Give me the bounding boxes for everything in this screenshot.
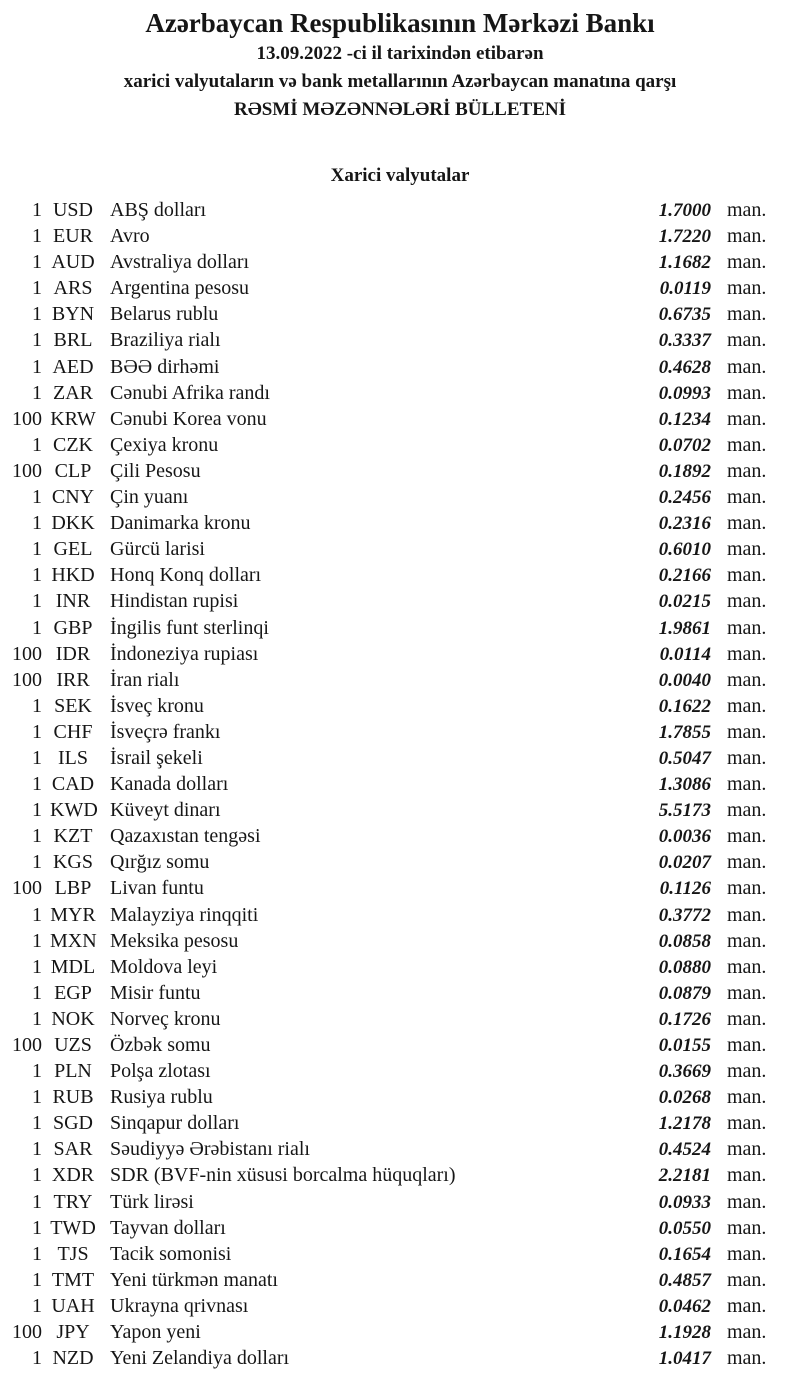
quantity: 1 [32, 1268, 42, 1291]
unit-label: man. [727, 564, 767, 587]
currency-code: EGP [54, 981, 92, 1004]
unit-label: man. [727, 251, 767, 274]
quantity: 100 [12, 1034, 42, 1056]
currency-name: İsrail şekeli [110, 746, 203, 769]
unit-label: man. [727, 1034, 767, 1056]
rate-row [0, 1162, 800, 1188]
rate-row [0, 849, 800, 875]
unit-label: man. [727, 616, 767, 639]
unit-label: man. [727, 512, 767, 535]
currency-name: Gürcü larisi [110, 538, 205, 561]
currency-name: Tacik somonisi [110, 1242, 232, 1265]
rate-value: 0.0268 [658, 1087, 711, 1109]
rate-value: 1.0417 [658, 1348, 711, 1370]
currency-code: KRW [50, 407, 96, 430]
quantity: 100 [12, 668, 42, 691]
currency-name: Moldova leyi [110, 955, 218, 978]
quantity: 1 [32, 381, 42, 404]
currency-code: ZAR [53, 381, 93, 404]
currency-name: Misir funtu [110, 981, 201, 1004]
rate-value: 0.0462 [658, 1295, 711, 1317]
rate-row [0, 406, 800, 432]
unit-label: man. [727, 1190, 767, 1213]
quantity: 100 [12, 642, 42, 665]
currency-code: USD [52, 199, 93, 221]
currency-code: ARS [53, 277, 93, 300]
currency-code: KZT [53, 825, 93, 848]
rate-value: 0.0702 [658, 434, 711, 456]
rate-row [0, 980, 800, 1006]
currency-code: CNY [51, 486, 95, 509]
quantity: 1 [32, 199, 42, 221]
rate-value: 0.1234 [658, 408, 711, 430]
currency-code: EUR [53, 225, 93, 248]
currency-code: LBP [54, 877, 92, 900]
currency-code: GEL [53, 538, 93, 561]
currency-name: SDR (BVF-nin xüsusi borcalma hüquqları) [110, 1164, 456, 1187]
currency-name: Çili Pesosu [110, 459, 201, 482]
currency-name: Tayvan dolları [110, 1216, 226, 1239]
currency-code: SAR [53, 1138, 93, 1161]
unit-label: man. [727, 955, 767, 978]
currency-name: Yeni türkmən manatı [110, 1268, 278, 1291]
currency-name: İngilis funt sterlinqi [110, 616, 269, 639]
quantity: 1 [32, 486, 42, 509]
rate-row [0, 745, 800, 771]
unit-label: man. [727, 433, 767, 456]
rate-value: 0.0036 [658, 826, 711, 848]
currency-name: Avro [110, 225, 150, 248]
rate-value: 0.0550 [658, 1217, 711, 1239]
currency-code: GBP [53, 616, 93, 639]
rate-row [0, 1319, 800, 1345]
rate-value: 0.1126 [659, 878, 711, 900]
rate-row [0, 615, 800, 641]
quantity: 1 [32, 799, 42, 822]
rate-row [0, 1215, 800, 1241]
currency-name: Çin yuanı [110, 486, 189, 509]
rate-row [0, 1189, 800, 1215]
rate-value: 0.2456 [658, 487, 711, 509]
currency-code: AED [52, 355, 94, 378]
rate-row [0, 458, 800, 484]
currency-name: Honq Konq dolları [110, 564, 262, 587]
quantity: 1 [32, 251, 42, 274]
rate-value: 0.1622 [658, 695, 711, 717]
rate-value: 0.0207 [658, 852, 711, 874]
currency-code: PLN [54, 1060, 92, 1083]
rate-value: 0.0879 [658, 982, 711, 1004]
currency-name: Ukrayna qrivnası [110, 1294, 249, 1317]
rate-row [0, 484, 800, 510]
rate-row [0, 1136, 800, 1162]
currency-name: ABŞ dolları [110, 199, 207, 221]
rate-row [0, 954, 800, 980]
currency-code: HKD [51, 564, 95, 587]
quantity: 1 [32, 590, 42, 613]
quantity: 1 [32, 433, 42, 456]
rate-value: 0.2166 [658, 565, 711, 587]
unit-label: man. [727, 381, 767, 404]
unit-label: man. [727, 1347, 767, 1370]
rate-value: 0.2316 [658, 513, 711, 535]
quantity: 1 [32, 825, 42, 848]
bank-title: Azərbaycan Respublikasının Mərkəzi Bankı [145, 8, 655, 38]
currency-name: Yapon yeni [110, 1321, 201, 1344]
unit-label: man. [727, 1321, 767, 1344]
rate-value: 0.0119 [659, 278, 711, 300]
quantity: 1 [32, 512, 42, 535]
quantity: 1 [32, 1060, 42, 1083]
currency-code: CLP [54, 459, 92, 482]
unit-label: man. [727, 825, 767, 848]
quantity: 1 [32, 1138, 42, 1161]
rate-row [0, 1058, 800, 1084]
rate-row [0, 1293, 800, 1319]
rate-row [0, 1110, 800, 1136]
unit-label: man. [727, 1060, 767, 1083]
unit-label: man. [727, 1268, 767, 1291]
currency-name: İsveç kronu [110, 694, 204, 717]
rate-row [0, 1032, 800, 1058]
rate-row [0, 1345, 800, 1371]
quantity: 1 [32, 773, 42, 796]
rate-value: 5.5173 [658, 800, 711, 822]
rate-value: 1.7855 [658, 721, 711, 743]
currency-name: Norveç kronu [110, 1007, 221, 1030]
rate-row [0, 223, 800, 249]
quantity: 100 [12, 407, 42, 430]
quantity: 1 [32, 277, 42, 300]
currency-name: Meksika pesosu [110, 929, 239, 952]
quantity: 1 [32, 981, 42, 1004]
quantity: 1 [32, 903, 42, 926]
currency-name: Qırğız somu [110, 851, 210, 874]
currency-name: Çexiya kronu [110, 433, 219, 456]
unit-label: man. [727, 486, 767, 509]
unit-label: man. [727, 1242, 767, 1265]
currency-name: Avstraliya dolları [110, 251, 250, 274]
unit-label: man. [727, 851, 767, 874]
quantity: 1 [32, 746, 42, 769]
rate-value: 0.0155 [658, 1035, 711, 1056]
bulletin-header [0, 0, 800, 124]
currency-name: Belarus rublu [110, 303, 219, 326]
unit-label: man. [727, 694, 767, 717]
quantity: 1 [32, 1190, 42, 1213]
unit-label: man. [727, 407, 767, 430]
rate-row [0, 249, 800, 275]
rate-row [0, 562, 800, 588]
rate-value: 1.9861 [658, 617, 711, 639]
unit-label: man. [727, 877, 767, 900]
currency-code: TMT [51, 1268, 95, 1291]
rate-row [0, 197, 800, 223]
rate-row [0, 354, 800, 380]
rate-row [0, 719, 800, 745]
rate-value: 0.6010 [658, 539, 711, 561]
rate-row [0, 875, 800, 901]
quantity: 1 [32, 538, 42, 561]
rate-value: 0.0993 [658, 382, 711, 404]
rate-value: 0.0858 [658, 930, 711, 952]
quantity: 1 [32, 694, 42, 717]
unit-label: man. [727, 225, 767, 248]
rate-row [0, 1267, 800, 1293]
currency-name: Rusiya rublu [110, 1086, 213, 1109]
currency-name: İndoneziya rupiası [110, 642, 259, 665]
quantity: 1 [32, 1086, 42, 1109]
quantity: 1 [32, 929, 42, 952]
quantity: 1 [32, 851, 42, 874]
rate-row [0, 301, 800, 327]
quantity: 100 [12, 1321, 42, 1344]
quantity: 1 [32, 355, 42, 378]
unit-label: man. [727, 1294, 767, 1317]
currency-code: TJS [57, 1242, 89, 1265]
currency-name: Küveyt dinarı [110, 799, 221, 822]
rate-row [0, 536, 800, 562]
rate-value: 0.3337 [658, 330, 711, 352]
unit-label: man. [727, 355, 767, 378]
currency-code: CAD [51, 773, 95, 796]
rate-row [0, 928, 800, 954]
unit-label: man. [727, 199, 767, 221]
rate-row [0, 1241, 800, 1267]
quantity: 1 [32, 720, 42, 743]
currency-name: BƏƏ dirhəmi [110, 355, 220, 378]
currency-name: Hindistan rupisi [110, 590, 239, 613]
quantity: 1 [32, 1112, 42, 1135]
rate-row [0, 823, 800, 849]
currency-name: Livan funtu [110, 877, 204, 900]
currency-name: Sinqapur dolları [110, 1112, 240, 1135]
unit-label: man. [727, 459, 767, 482]
quantity: 1 [32, 955, 42, 978]
unit-label: man. [727, 668, 767, 691]
currency-name: Malayziya rinqqiti [110, 903, 259, 926]
currency-code: TRY [53, 1190, 93, 1213]
currency-name: Polşa zlotası [110, 1060, 211, 1083]
rate-row [0, 432, 800, 458]
rate-value: 1.7000 [658, 200, 711, 221]
rate-value: 0.3772 [658, 904, 711, 926]
currency-code: NOK [51, 1007, 95, 1030]
currency-name: Argentina pesosu [110, 277, 250, 300]
unit-label: man. [727, 903, 767, 926]
rate-row [0, 275, 800, 301]
rate-row [0, 693, 800, 719]
currency-code: NZD [52, 1347, 94, 1370]
rate-value: 1.1682 [658, 252, 711, 274]
quantity: 1 [32, 1216, 42, 1239]
unit-label: man. [727, 981, 767, 1004]
rate-row [0, 902, 800, 928]
rate-value: 0.1654 [658, 1243, 711, 1265]
bulletin-title: RƏSMİ MƏZƏNNƏLƏRİ BÜLLETENİ [233, 99, 566, 120]
rate-row [0, 797, 800, 823]
unit-label: man. [727, 746, 767, 769]
currency-code: XDR [51, 1164, 95, 1187]
quantity: 1 [32, 1242, 42, 1265]
currency-code: SEK [54, 694, 92, 717]
rate-value: 0.4524 [658, 1139, 711, 1161]
quantity: 1 [32, 303, 42, 326]
rate-row [0, 510, 800, 536]
currency-code: JPY [56, 1321, 90, 1344]
currency-code: IRR [56, 668, 90, 691]
quantity: 1 [32, 1294, 42, 1317]
currency-name: Yeni Zelandiya dolları [110, 1347, 290, 1370]
currency-code: CZK [53, 433, 93, 456]
quantity: 1 [32, 1164, 42, 1187]
currency-name: Qazaxıstan tengəsi [110, 825, 261, 848]
currency-code: KWD [50, 799, 98, 822]
rate-value: 0.0040 [658, 669, 711, 691]
rate-value: 1.3086 [658, 774, 711, 796]
quantity: 100 [12, 459, 42, 482]
currency-code: MYR [50, 903, 96, 926]
rate-row [0, 1084, 800, 1110]
currency-code: BYN [51, 303, 95, 326]
rates-table [0, 197, 800, 1371]
rate-value: 0.3669 [658, 1061, 711, 1083]
currency-code: CHF [53, 720, 93, 743]
unit-label: man. [727, 1112, 767, 1135]
rate-value: 0.0114 [659, 643, 711, 665]
unit-label: man. [727, 773, 767, 796]
currency-name: Danimarka kronu [110, 512, 251, 535]
quantity: 1 [32, 1007, 42, 1030]
rate-value: 0.4857 [658, 1269, 711, 1291]
rate-value: 0.4628 [658, 356, 711, 378]
quantity: 100 [12, 877, 42, 900]
currency-name: İran rialı [110, 668, 180, 691]
rate-value: 1.1928 [658, 1322, 711, 1344]
unit-label: man. [727, 799, 767, 822]
rate-value: 1.7220 [658, 226, 711, 248]
rate-value: 0.1726 [658, 1008, 711, 1030]
rate-value: 2.2181 [658, 1165, 711, 1187]
quantity: 1 [32, 329, 42, 352]
currency-code: RUB [52, 1086, 94, 1109]
currency-code: TWD [50, 1216, 96, 1239]
currency-code: INR [55, 590, 91, 613]
unit-label: man. [727, 1138, 767, 1161]
quantity: 1 [32, 225, 42, 248]
scope-line: xarici valyutaların və bank metallarının Azərbaycan manatına qarşı [123, 71, 677, 92]
section-title: Xarici valyutalar [330, 165, 470, 186]
currency-code: MDL [50, 955, 96, 978]
unit-label: man. [727, 329, 767, 352]
currency-code: SGD [52, 1112, 93, 1135]
currency-name: Braziliya rialı [110, 329, 221, 352]
unit-label: man. [727, 929, 767, 952]
rate-value: 0.1892 [658, 460, 711, 482]
currency-name: İsveçrə frankı [110, 720, 221, 743]
quantity: 1 [32, 1347, 42, 1370]
currency-code: KGS [52, 851, 93, 874]
quantity: 1 [32, 616, 42, 639]
currency-code: AUD [51, 251, 95, 274]
currency-code: UZS [54, 1034, 92, 1056]
currency-code: BRL [53, 329, 93, 352]
rate-value: 1.2178 [658, 1113, 711, 1135]
quantity: 1 [32, 564, 42, 587]
rate-value: 0.5047 [658, 747, 711, 769]
currency-name: Kanada dolları [110, 773, 229, 796]
rate-row [0, 771, 800, 797]
rate-row [0, 1006, 800, 1032]
unit-label: man. [727, 590, 767, 613]
unit-label: man. [727, 1086, 767, 1109]
unit-label: man. [727, 720, 767, 743]
currency-code: ILS [58, 746, 88, 769]
unit-label: man. [727, 1216, 767, 1239]
rate-row [0, 380, 800, 406]
rate-value: 0.0933 [658, 1191, 711, 1213]
rate-row [0, 667, 800, 693]
currency-code: UAH [51, 1294, 95, 1317]
currency-name: Cənubi Afrika randı [110, 381, 270, 404]
unit-label: man. [727, 1007, 767, 1030]
rate-row [0, 641, 800, 667]
unit-label: man. [727, 538, 767, 561]
effective-date-line: 13.09.2022 -ci il tarixindən etibarən [256, 43, 544, 64]
rate-value: 0.6735 [658, 304, 711, 326]
currency-name: Səudiyyə Ərəbistanı rialı [110, 1138, 310, 1161]
rate-row [0, 327, 800, 353]
currency-code: DKK [51, 512, 95, 535]
currency-code: IDR [55, 642, 91, 665]
currency-name: Özbək somu [110, 1034, 211, 1056]
rate-row [0, 588, 800, 614]
currency-name: Cənubi Korea vonu [110, 407, 267, 430]
unit-label: man. [727, 642, 767, 665]
unit-label: man. [727, 1164, 767, 1187]
rate-value: 0.0880 [658, 956, 711, 978]
currency-name: Türk lirəsi [110, 1190, 194, 1213]
rate-value: 0.0215 [658, 591, 711, 613]
unit-label: man. [727, 277, 767, 300]
unit-label: man. [727, 303, 767, 326]
currency-code: MXN [50, 929, 97, 952]
